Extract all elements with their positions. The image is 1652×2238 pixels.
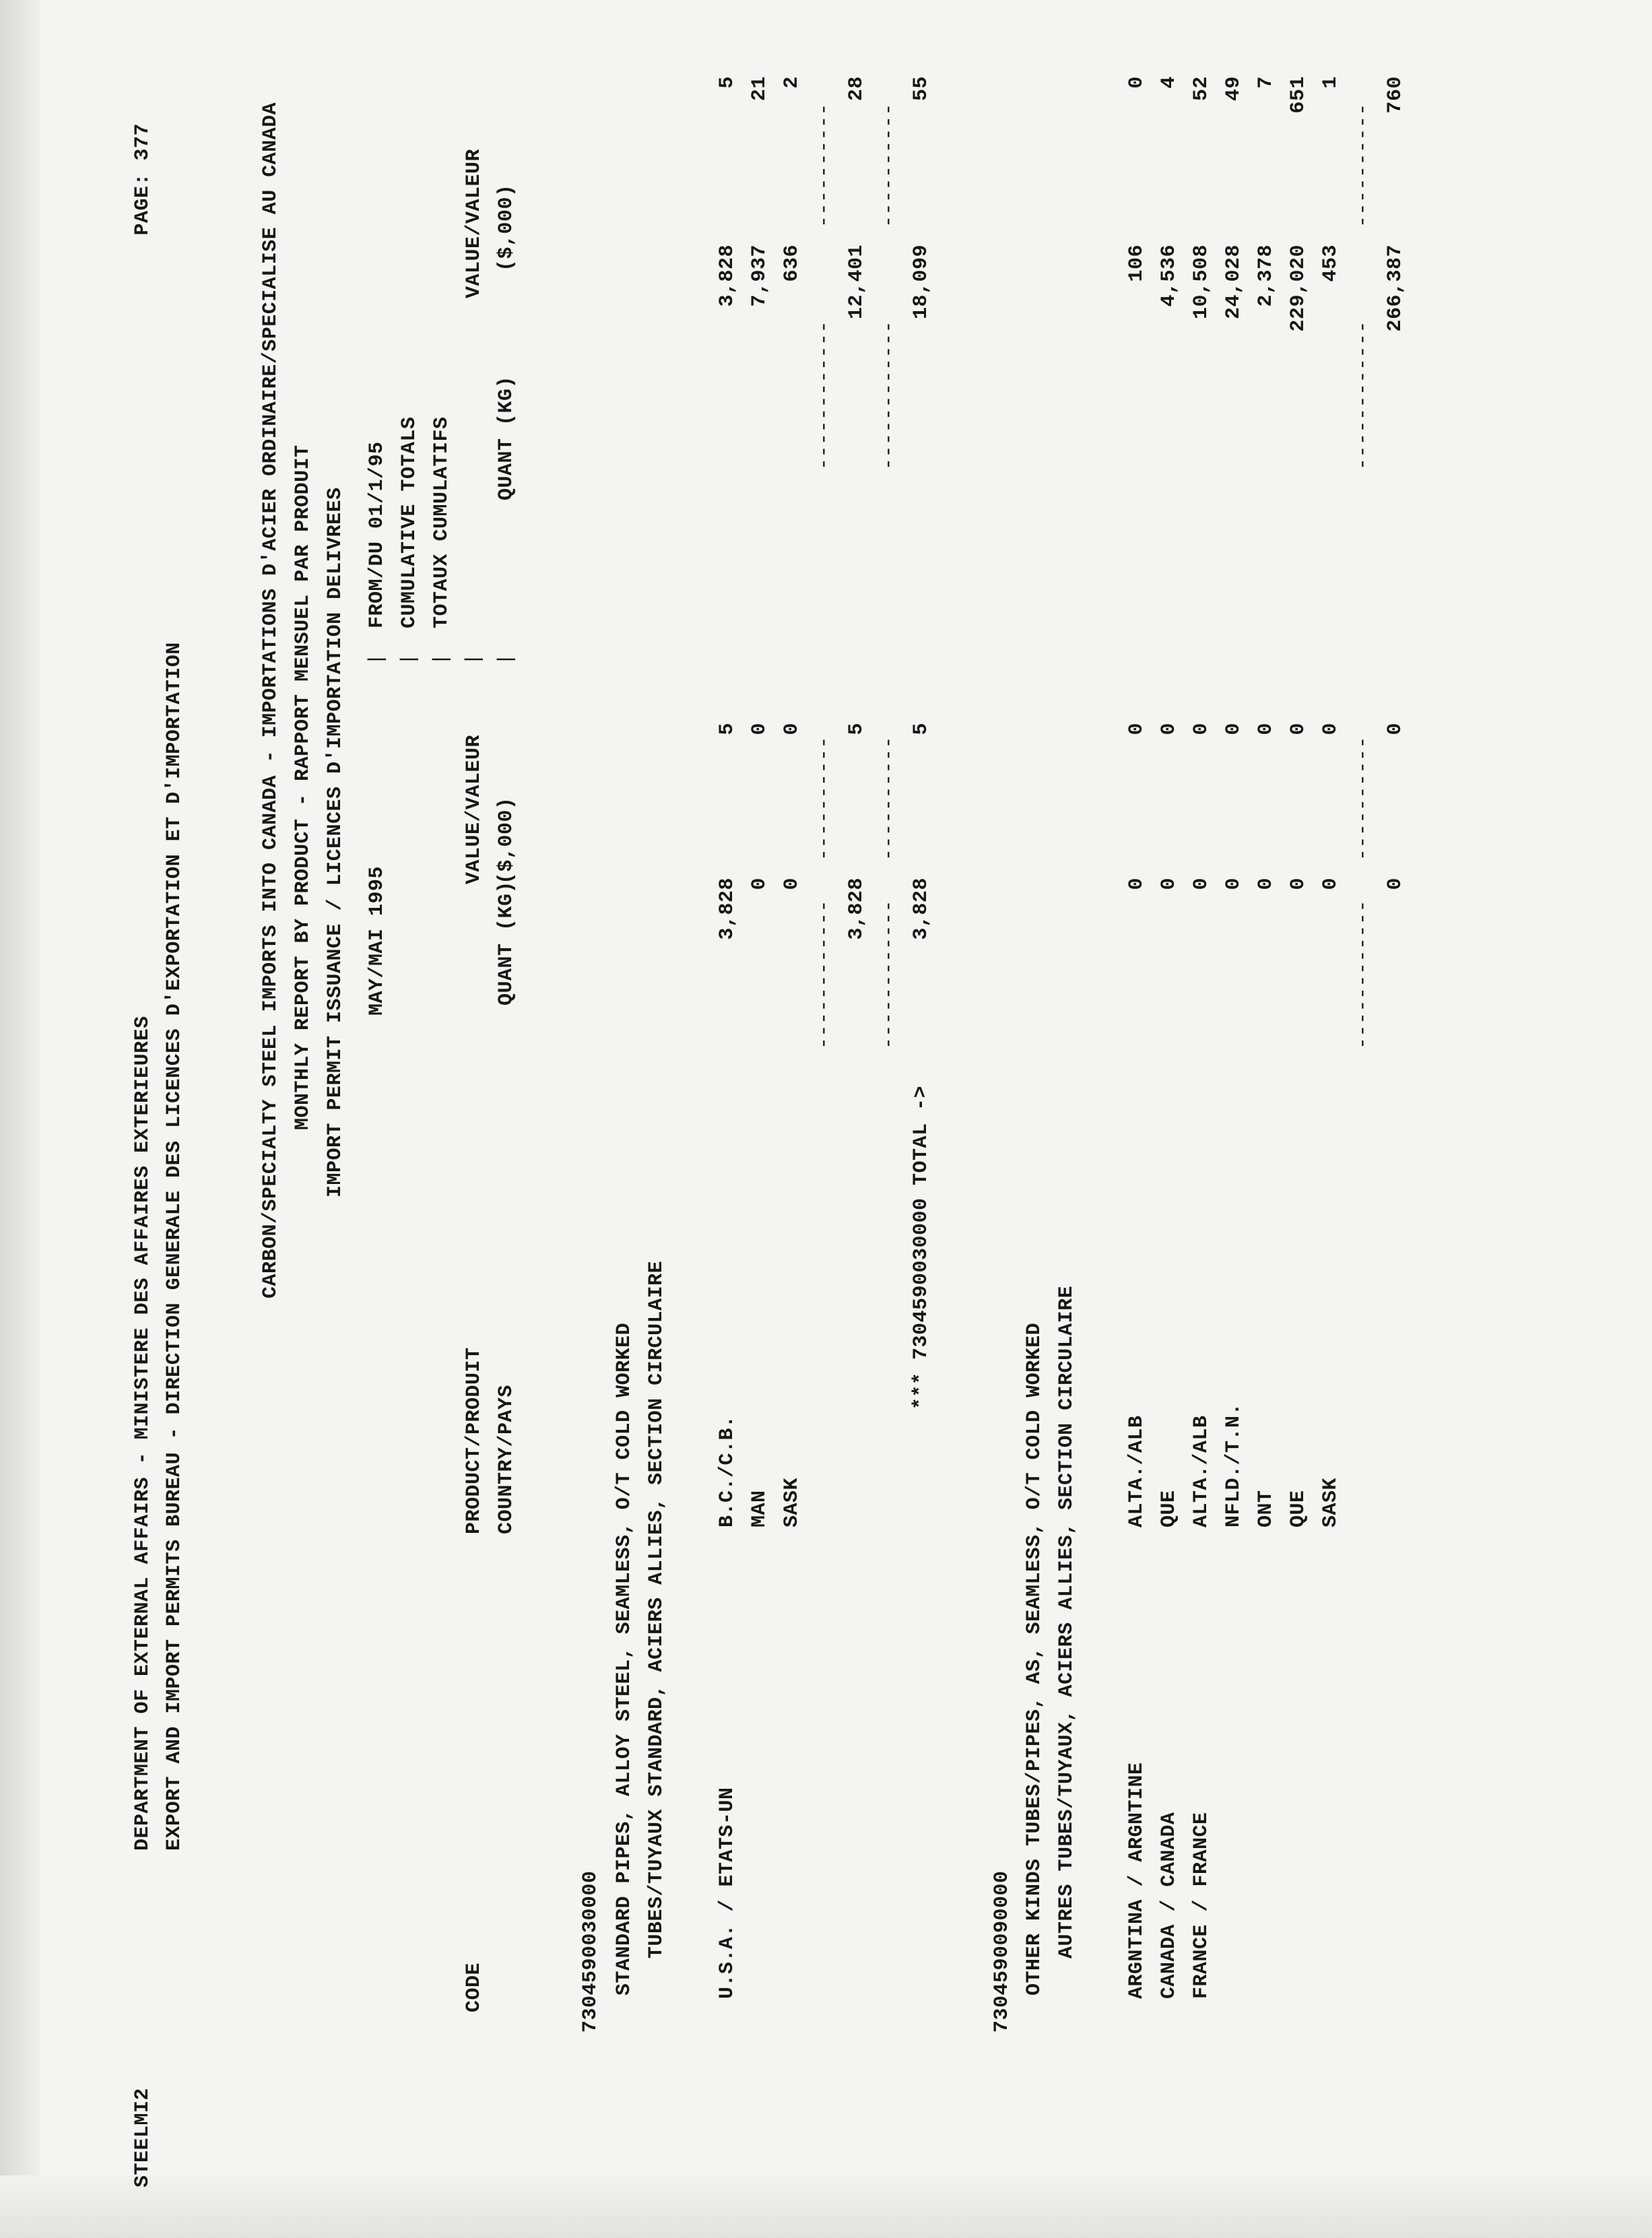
total-value: 5 (910, 723, 933, 735)
total-rule: ------------ (878, 320, 900, 470)
cumulative-quantity: 636 (781, 244, 803, 282)
country: ARGNTINA / ARGNTINE (1125, 1762, 1148, 1999)
cumulative-quantity: 4,536 (1158, 244, 1181, 307)
subtotal-rule: ---------- (813, 102, 836, 228)
total-rule: ---------- (878, 735, 900, 861)
quantity: 0 (1190, 878, 1213, 890)
quantity: 0 (1222, 878, 1245, 890)
header-separator: | (495, 653, 518, 665)
bureau-title: EXPORT AND IMPORT PERMITS BUREAU - DIRECTION GENERALE DES LICENCES D'EXPORTATION ET D'IMPORTATION (163, 642, 186, 1851)
department-title: DEPARTMENT OF EXTERNAL AFFAIRS - MINISTERE DES AFFAIRES EXTERIEURES (131, 1016, 154, 1851)
country: FRANCE / FRANCE (1190, 1812, 1213, 1999)
cumulative-value: 21 (748, 76, 771, 102)
cumulative-quantity: 229,020 (1287, 244, 1310, 332)
cumulative-value: 7 (1255, 76, 1278, 89)
cumulative-value: 651 (1287, 76, 1310, 114)
value: 0 (781, 723, 803, 735)
country: CANADA / CANADA (1158, 1812, 1181, 1999)
total-quantity: 3,828 (910, 878, 933, 940)
province: QUE (1158, 1490, 1181, 1527)
quantity: 0 (1158, 878, 1181, 890)
quantity: 0 (781, 878, 803, 890)
province: NFLD./T.N. (1222, 1402, 1245, 1527)
province: SASK (1319, 1477, 1342, 1527)
total-rule: ---------- (878, 102, 900, 228)
subtotal-value: 5 (845, 723, 868, 735)
product-description: OTHER KINDS TUBES/PIPES, AS, SEAMLESS, O/T COLD WORKED (1023, 1322, 1046, 1996)
province: ONT (1255, 1490, 1278, 1527)
country: U.S.A. / ETATS-UN (716, 1787, 739, 1999)
product-description: STANDARD PIPES, ALLOY STEEL, SEAMLESS, O/T COLD WORKED (613, 1322, 636, 1996)
value: 5 (716, 723, 739, 735)
subtotal-cumulative-quantity: 12,401 (845, 244, 868, 320)
value: 0 (748, 723, 771, 735)
province: B.C./C.B. (716, 1415, 739, 1527)
value: 0 (1190, 723, 1213, 735)
cumulative-quantity: 3,828 (716, 244, 739, 307)
col-header-product: PRODUCT/PRODUIT (463, 1347, 486, 1534)
province: QUE (1287, 1490, 1310, 1527)
cumulative-value: 5 (716, 76, 739, 89)
cumulative-quantity: 2,378 (1255, 244, 1278, 307)
subtotal-quantity: 3,828 (845, 878, 868, 940)
subtotal-rule: ------------ (813, 320, 836, 470)
subtotal-rule: ---------- (1352, 102, 1375, 228)
value: 0 (1255, 723, 1278, 735)
subtotal-value: 0 (1384, 723, 1407, 735)
quantity: 0 (1255, 878, 1278, 890)
cumulative-totals-en: CUMULATIVE TOTALS (398, 416, 421, 628)
header-separator: | (398, 653, 421, 665)
header-separator: | (463, 653, 486, 665)
value: 0 (1319, 723, 1342, 735)
col-header-value-month: VALUE/VALEUR (463, 734, 486, 884)
total-rule: ------------ (878, 899, 900, 1049)
cumulative-quantity: 7,937 (748, 244, 771, 307)
subtotal-rule: ---------- (813, 735, 836, 861)
cumulative-quantity: 453 (1319, 244, 1342, 282)
col-header-quant-month: QUANT (KG) (495, 880, 518, 1006)
header-separator: | (366, 653, 389, 665)
quantity: 0 (1125, 878, 1148, 890)
quantity: 0 (1319, 878, 1342, 890)
cumulative-value: 52 (1190, 76, 1213, 102)
col-header-value-month-unit: ($,000) (495, 797, 518, 884)
province: ALTA./ALB (1190, 1415, 1213, 1527)
cumulative-quantity: 10,508 (1190, 244, 1213, 320)
subtotal-rule: ------------ (813, 899, 836, 1049)
col-header-code: CODE (463, 1962, 486, 2012)
cumulative-value: 4 (1158, 76, 1181, 89)
cumulative-totals-fr: TOTAUX CUMULATIFS (430, 416, 453, 628)
value: 0 (1158, 723, 1181, 735)
value: 0 (1125, 723, 1148, 735)
value: 0 (1222, 723, 1245, 735)
product-description-fr: TUBES/TUYAUX STANDARD, ACIERS ALLIES, SECTION CIRCULAIRE (645, 1260, 668, 1959)
product-description-fr: AUTRES TUBES/TUYAUX, ACIERS ALLIES, SECTION CIRCULAIRE (1055, 1285, 1078, 1959)
product-code: 7304590030000 (579, 1870, 602, 2033)
product-code: 7304590090000 (991, 1870, 1014, 2033)
col-header-country: COUNTRY/PAYS (495, 1384, 518, 1534)
cumulative-quantity: 106 (1125, 244, 1148, 282)
subtotal-quantity: 0 (1384, 878, 1407, 890)
program-id: STEELMI2 (131, 2087, 154, 2187)
total-cumulative-quantity: 18,099 (910, 244, 933, 320)
cumulative-value: 49 (1222, 76, 1245, 102)
subtotal-rule: ---------- (1352, 735, 1375, 861)
cumulative-value: 2 (781, 76, 803, 89)
subtotal-rule: ------------ (1352, 320, 1375, 470)
col-header-value-cum: VALUE/VALEUR (463, 148, 486, 298)
subtotal-rule: ------------ (1352, 899, 1375, 1049)
report-period: MAY/MAI 1995 (366, 865, 389, 1016)
cumulative-from: FROM/DU 01/1/95 (366, 441, 389, 628)
total-label: *** 7304590030000 TOTAL -> (910, 1085, 933, 1410)
report-title: CARBON/SPECIALTY STEEL IMPORTS INTO CANADA - IMPORTATIONS D'ACIER ORDINAIRE/SPECIALISE AU CANADA (259, 102, 282, 1298)
province: ALTA./ALB (1125, 1415, 1148, 1527)
header-separator: | (430, 653, 453, 665)
subtotal-cumulative-value: 760 (1384, 76, 1407, 114)
report-subtitle-permits: IMPORT PERMIT ISSUANCE / LICENCES D'IMPORTATION DELIVREES (324, 487, 347, 1197)
cumulative-value: 1 (1319, 76, 1342, 89)
province: SASK (781, 1477, 803, 1527)
quantity: 0 (1287, 878, 1310, 890)
report-subtitle: MONTHLY REPORT BY PRODUCT - RAPPORT MENSUEL PAR PRODUIT (292, 445, 315, 1130)
page-number: PAGE: 377 (131, 123, 154, 236)
total-cumulative-value: 55 (910, 76, 933, 102)
col-header-quant-cum: QUANT (KG) (495, 375, 518, 500)
quantity: 3,828 (716, 878, 739, 940)
cumulative-value: 0 (1125, 76, 1148, 89)
subtotal-cumulative-value: 28 (845, 76, 868, 102)
value: 0 (1287, 723, 1310, 735)
cumulative-quantity: 24,028 (1222, 244, 1245, 320)
col-header-value-cum-unit: ($,000) (495, 184, 518, 271)
quantity: 0 (748, 878, 771, 890)
subtotal-cumulative-quantity: 266,387 (1384, 244, 1407, 332)
province: MAN (748, 1490, 771, 1527)
